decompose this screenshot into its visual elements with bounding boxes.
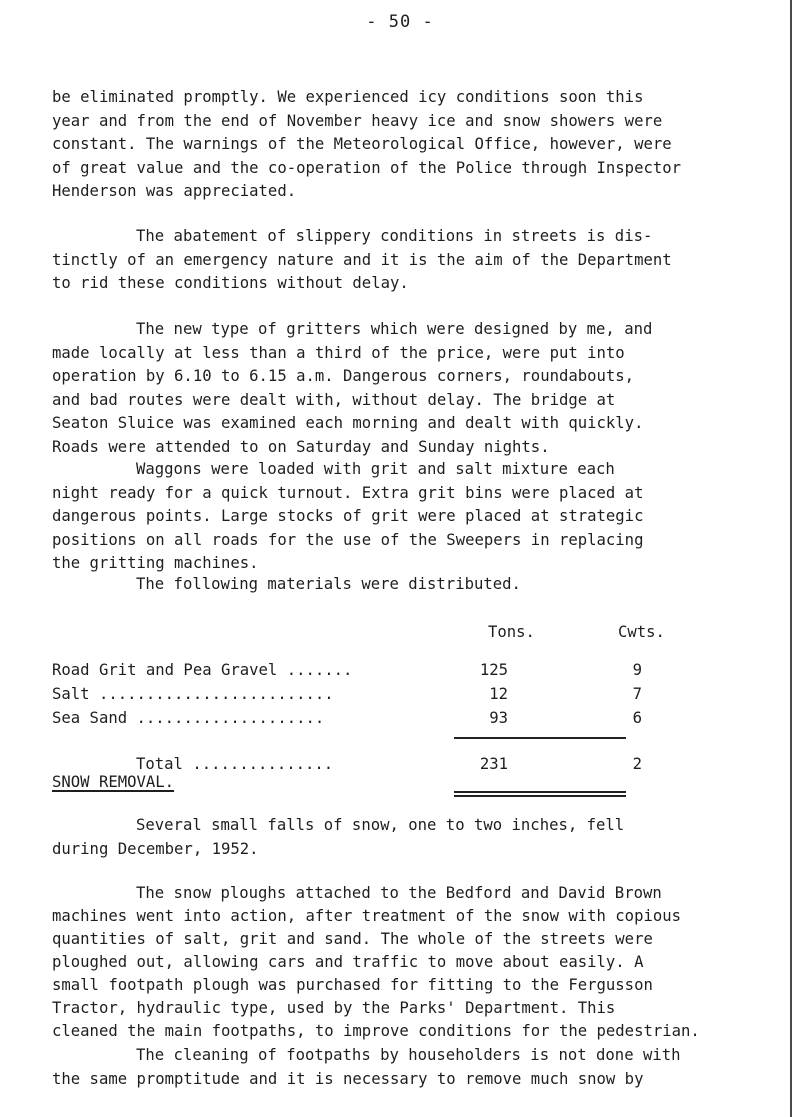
paragraph-materials-intro	[52, 573, 792, 597]
text-line: dangerous points. Large stocks of grit were placed at strategic	[52, 507, 644, 525]
table-row	[52, 661, 752, 683]
row-cwts: 9	[632, 661, 642, 679]
text-line: made locally at less than a third of the price, were put into	[52, 343, 625, 362]
row-tons: 125	[479, 661, 508, 679]
paragraph-ice-conditions	[52, 86, 792, 204]
text-line: Tractor, hydraulic type, used by the Parks' Department. This	[52, 999, 616, 1017]
text-line: positions on all roads for the use of the Sweepers in replacing	[52, 530, 644, 549]
text-line: during December, 1952.	[52, 839, 259, 858]
text-line: the gritting machines.	[52, 554, 259, 572]
row-label: Sea Sand ....................	[52, 709, 325, 727]
text-line: machines went into action, after treatment of the snow with copious	[52, 907, 682, 925]
total-tons: 231	[479, 755, 508, 773]
text-line: small footpath plough was purchased for fitting to the Fergusson	[52, 976, 653, 994]
text-line: cleaned the main footpaths, to improve conditions for the pedestrian.	[52, 1022, 700, 1040]
table-row	[52, 685, 752, 707]
text-line: The snow ploughs attached to the Bedford and David Brown	[136, 884, 662, 902]
total-label: Total ...............	[136, 755, 334, 773]
text-line: The abatement of slippery conditions in streets is dis-	[136, 227, 653, 245]
paragraph-snow-ploughs	[52, 882, 792, 1043]
text-line: of great value and the co-operation of the Police through Inspector	[52, 158, 682, 177]
text-line: the same promptitude and it is necessary to remove much snow by	[52, 1069, 644, 1088]
text-line: Several small falls of snow, one to two inches, fell	[136, 816, 625, 834]
row-label: Road Grit and Pea Gravel .......	[52, 661, 353, 679]
column-header-tons: Tons.	[488, 623, 535, 641]
row-cwts: 6	[632, 709, 642, 727]
text-line: operation by 6.10 to 6.15 a.m. Dangerous corners, roundabouts,	[52, 367, 635, 385]
total-rule-bottom-1	[454, 791, 626, 793]
text-line: ploughed out, allowing cars and traffic to move about easily. A	[52, 953, 644, 971]
text-line: tinctly of an emergency nature and it is the aim of the Department	[52, 250, 672, 269]
row-cwts: 7	[632, 685, 642, 703]
section-heading-snow-removal: SNOW REMOVAL.	[52, 773, 175, 791]
paragraph-abatement	[52, 225, 792, 296]
text-line: quantities of salt, grit and sand. The whole of the streets were	[52, 930, 653, 948]
row-tons: 12	[489, 685, 508, 703]
text-line: Henderson was appreciated.	[52, 182, 297, 200]
text-line: Waggons were loaded with grit and salt mixture each	[136, 460, 615, 478]
paragraph-snow-falls	[52, 814, 792, 861]
paragraph-gritters	[52, 318, 792, 459]
total-cwts: 2	[632, 755, 642, 773]
text-line: Seaton Sluice was examined each morning and dealt with quickly.	[52, 414, 644, 432]
paragraph-footpaths	[52, 1044, 792, 1091]
text-line: night ready for a quick turnout. Extra grit bins were placed at	[52, 483, 644, 502]
text-line: The cleaning of footpaths by householders is not done with	[136, 1046, 681, 1064]
total-rule-top	[454, 737, 626, 739]
column-header-cwts: Cwts.	[618, 623, 665, 641]
row-tons: 93	[489, 709, 508, 727]
text-line: and bad routes were dealt with, without delay. The bridge at	[52, 390, 616, 409]
text-line: year and from the end of November heavy ice and snow showers were	[52, 111, 663, 130]
text-line: constant. The warnings of the Meteorological Office, however, were	[52, 135, 672, 153]
text-line: Roads were attended to on Saturday and Sunday nights.	[52, 437, 550, 456]
text-line: to rid these conditions without delay.	[52, 274, 409, 292]
row-label: Salt .........................	[52, 685, 334, 703]
total-rule-bottom-2	[454, 795, 626, 797]
paragraph-waggons	[52, 458, 792, 576]
table-row	[52, 709, 752, 731]
page-number: - 50 -	[366, 12, 434, 32]
text-line: The following materials were distributed.	[136, 575, 521, 593]
text-line: be eliminated promptly. We experienced icy conditions soon this	[52, 88, 644, 106]
text-line: The new type of gritters which were designed by me, and	[136, 320, 653, 338]
